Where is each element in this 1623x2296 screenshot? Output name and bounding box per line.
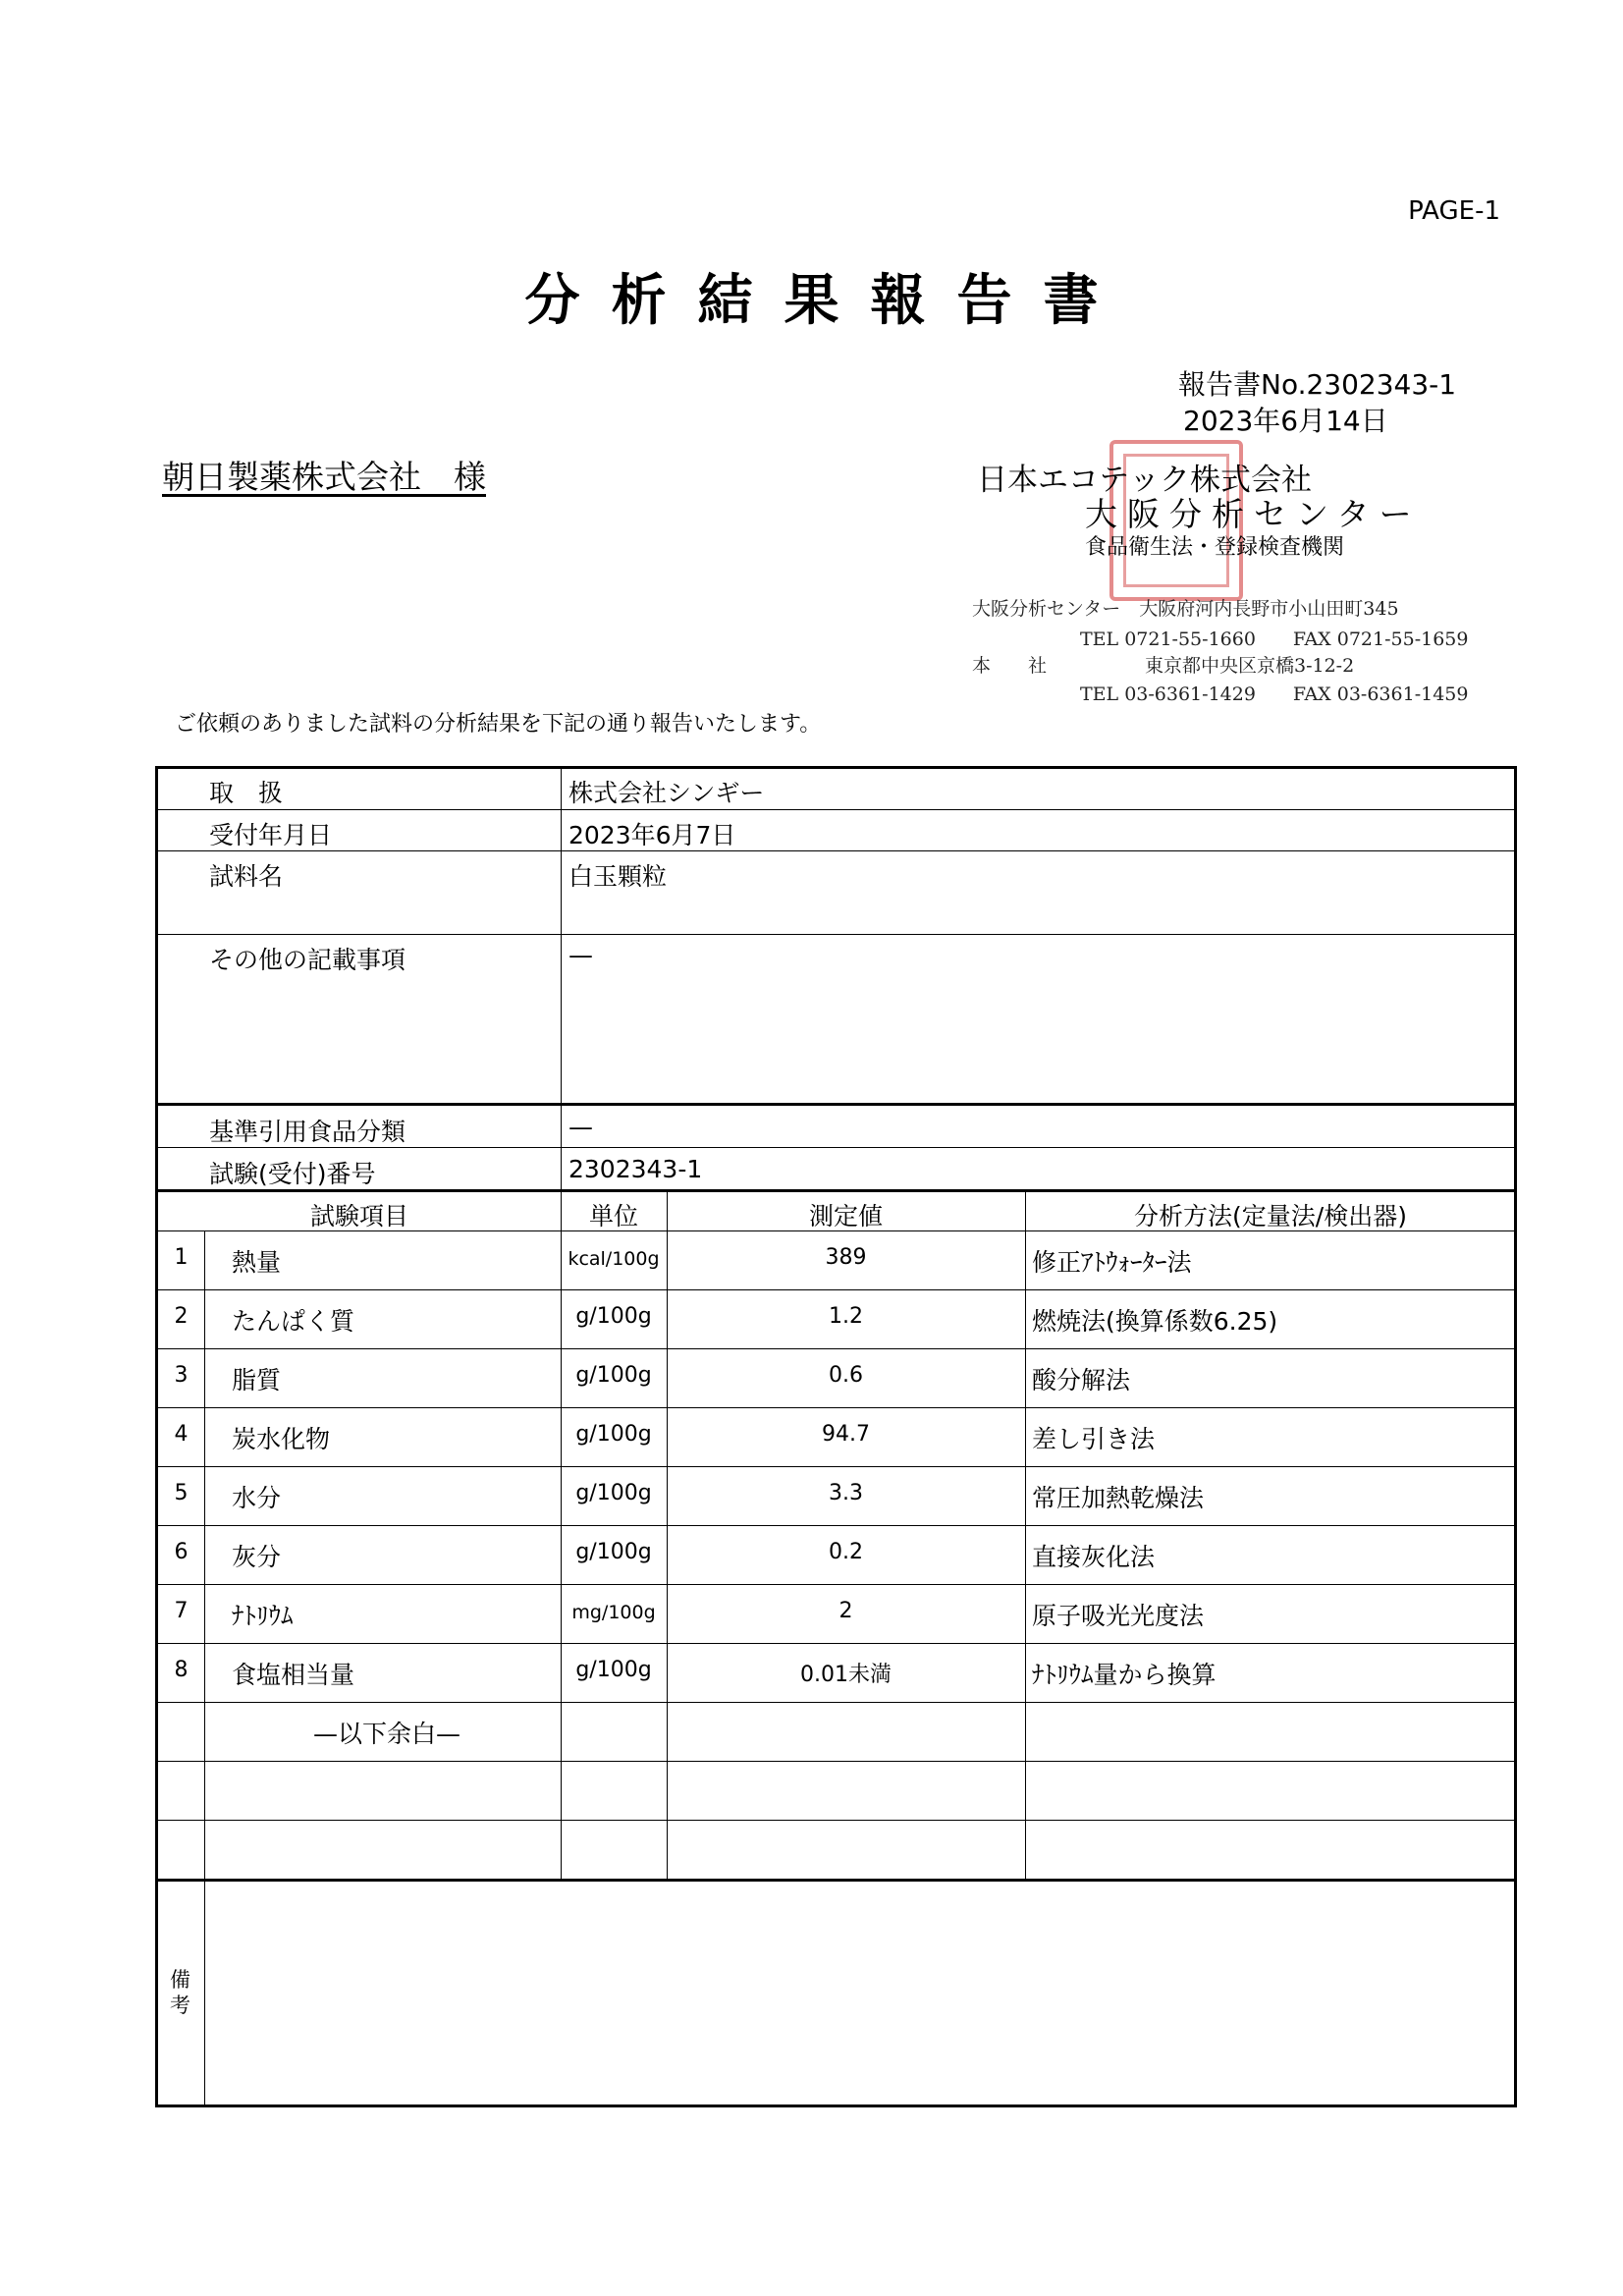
- header-unit: 単位: [588, 1202, 638, 1230]
- remarks-label-char-1: 備: [170, 1968, 190, 1992]
- lab-registration: 食品衛生法・登録検査機関: [1085, 535, 1345, 560]
- address-osaka: [972, 594, 1399, 621]
- row-value: 0.6: [829, 1363, 863, 1388]
- row-method: 酸分解法: [1032, 1366, 1131, 1394]
- header-value: 測定値: [808, 1202, 883, 1230]
- client-name: 朝日製薬株式会社 様: [162, 458, 486, 496]
- received-value: 2023年6月7日: [568, 821, 736, 849]
- row-method: 直接灰化法: [1032, 1543, 1156, 1571]
- sample-value: 白玉顆粒: [568, 862, 668, 891]
- row-item: 脂質: [232, 1366, 282, 1394]
- received-label: 受付年月日: [209, 821, 333, 849]
- row-unit: g/100g: [575, 1540, 652, 1564]
- row-item: たんぱく質: [232, 1307, 355, 1336]
- remarks-label: [170, 1967, 190, 2018]
- handler-value: 株式会社シンギー: [568, 779, 765, 807]
- header-method: 分析方法(定量法/検出器): [1134, 1202, 1407, 1230]
- address-osaka-value: 大阪府河内長野市小山田町345: [1139, 598, 1399, 620]
- row-value: 0.2: [829, 1540, 863, 1564]
- row-method: 常圧加熱乾燥法: [1032, 1484, 1205, 1512]
- report-date: 2023年6月14日: [1183, 405, 1388, 437]
- other-label: その他の記載事項: [209, 946, 406, 974]
- row-value: 94.7: [822, 1422, 870, 1447]
- row-no: 3: [174, 1363, 189, 1388]
- row-item: 食塩相当量: [232, 1661, 355, 1689]
- row-item: 灰分: [232, 1543, 282, 1571]
- report-number: 報告書No.2302343-1: [1178, 368, 1457, 401]
- row-value: 3.3: [829, 1481, 863, 1505]
- row-no: 1: [174, 1245, 189, 1270]
- row-method: ﾅﾄﾘｳﾑ量から換算: [1032, 1661, 1217, 1689]
- category-label: 基準引用食品分類: [209, 1118, 406, 1146]
- row-unit: g/100g: [575, 1422, 652, 1447]
- row-no: 6: [174, 1540, 189, 1564]
- other-value: —: [568, 941, 593, 969]
- row-no: 4: [174, 1422, 189, 1447]
- page-title: 分析結果報告書: [524, 269, 1130, 333]
- row-no: 2: [174, 1304, 189, 1329]
- row-no: 8: [174, 1658, 189, 1682]
- address-osaka-tel: TEL 0721-55-1660 FAX 0721-55-1659: [1080, 629, 1469, 650]
- row-method: 差し引き法: [1032, 1425, 1156, 1453]
- results-table: [155, 766, 1517, 2107]
- row-unit: kcal/100g: [568, 1248, 660, 1270]
- row-no: 7: [174, 1599, 189, 1623]
- row-unit: mg/100g: [571, 1602, 656, 1623]
- sample-label: 試料名: [209, 862, 284, 891]
- row-value: 1.2: [829, 1304, 863, 1329]
- remarks-label-char-2: 考: [170, 1994, 190, 2017]
- row-value: 2: [839, 1599, 853, 1623]
- address-hq-tel: TEL 03-6361-1429 FAX 03-6361-1459: [1080, 683, 1469, 705]
- lab-center: 大阪分析センター: [1085, 495, 1422, 533]
- test-no-label: 試験(受付)番号: [209, 1160, 376, 1188]
- page-number: PAGE-1: [1408, 196, 1500, 226]
- address-hq-label: 本 社: [972, 655, 1048, 677]
- row-unit: g/100g: [575, 1304, 652, 1329]
- address-hq-value: 東京都中央区京橋3-12-2: [1145, 655, 1355, 677]
- header-item: 試験項目: [309, 1202, 408, 1230]
- row-item: ﾅﾄﾘｳﾑ: [232, 1602, 294, 1630]
- row-method: 燃焼法(換算係数6.25): [1032, 1307, 1278, 1336]
- blank-marker: —以下余白—: [313, 1720, 461, 1748]
- test-no-value: 2302343-1: [568, 1155, 703, 1183]
- row-value: 389: [825, 1245, 867, 1270]
- row-unit: g/100g: [575, 1658, 652, 1682]
- row-no: 5: [174, 1481, 189, 1505]
- row-item: 水分: [232, 1484, 282, 1512]
- handler-label: 取 扱: [209, 779, 284, 807]
- row-value: 0.01未満: [800, 1663, 892, 1687]
- row-unit: g/100g: [575, 1481, 652, 1505]
- address-osaka-label: 大阪分析センター: [972, 598, 1121, 620]
- row-item: 熱量: [232, 1248, 282, 1277]
- lab-company: 日本エコテック株式会社: [977, 463, 1312, 498]
- row-unit: g/100g: [575, 1363, 652, 1388]
- category-value: —: [568, 1113, 593, 1141]
- row-item: 炭水化物: [232, 1425, 331, 1453]
- row-method: 原子吸光光度法: [1032, 1602, 1205, 1630]
- intro-text: ご依頼のありました試料の分析結果を下記の通り報告いたします。: [175, 712, 822, 737]
- row-method: 修正ｱﾄｳｫｰﾀｰ法: [1032, 1248, 1192, 1277]
